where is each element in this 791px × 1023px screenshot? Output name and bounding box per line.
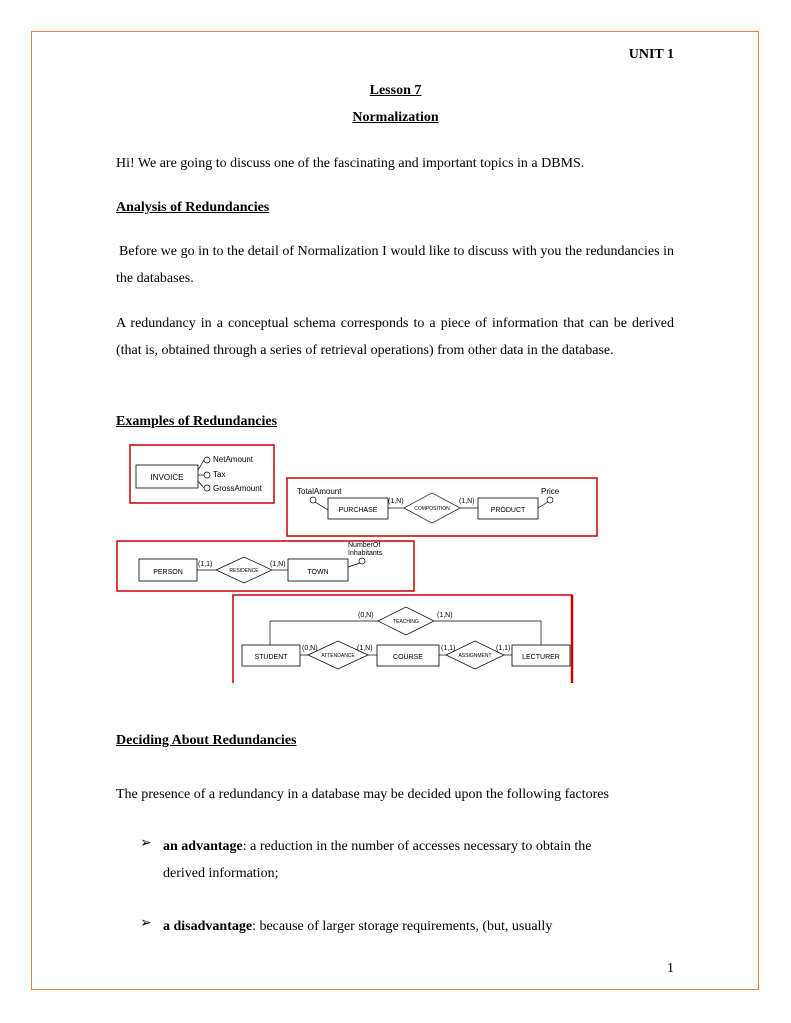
diagram-student [233, 595, 572, 683]
attr-numberof: NumberOf [348, 542, 381, 549]
bullet-advantage [163, 833, 633, 887]
bullet-description: : because of larger storage requirements, (but, usually [252, 919, 553, 934]
rel-attendance-label: ATTENDANCE [321, 653, 355, 659]
diagram-person [117, 541, 414, 591]
card-assignment-left: (1,1) [441, 645, 456, 652]
diagram-purchase [287, 478, 597, 536]
bullet-description: : a reduction in the number of accesses necessary to obtain the derived information; [163, 839, 592, 881]
paragraph-deciding: The presence of a redundancy in a database may be decided upon the following factores [116, 787, 609, 802]
card-product: (1,N) [459, 498, 475, 505]
page-number: 1 [667, 961, 674, 976]
bullet-marker: ➢ [140, 836, 152, 851]
card-teaching-right: (1,N) [437, 612, 453, 619]
card-person: (1,1) [198, 561, 213, 568]
card-purchase: (1,N) [388, 498, 404, 505]
bullet-term: a disadvantage [163, 919, 253, 934]
intro-paragraph: Hi! We are going to discuss one of the fascinating and important topics in a DBMS. [116, 156, 585, 171]
attr-dot [204, 485, 210, 491]
attr-dot [204, 457, 210, 463]
diagram-student-frame [233, 595, 572, 683]
card-town: (1,N) [270, 561, 286, 568]
paragraph-analysis-2: A redundancy in a conceptual schema corresponds to a piece of information that can be derived (that is, obtained through a series of retrieval operations) from other data in the database. [116, 316, 674, 358]
entity-course-label: COURSE [393, 654, 423, 661]
entity-student-label: STUDENT [254, 654, 288, 661]
lesson-title: Lesson 7 [369, 83, 422, 98]
heading-analysis: Analysis of Redundancies [116, 200, 270, 215]
attr-grossamount: GrossAmount [213, 484, 262, 493]
bullet-disadvantage [163, 913, 633, 940]
rel-teaching-label: TEACHING [393, 619, 419, 625]
heading-deciding: Deciding About Redundancies [116, 733, 297, 748]
diagram-invoice [130, 445, 274, 503]
attr-tax: Tax [213, 470, 226, 479]
attr-dot [204, 472, 210, 478]
entity-person-label: PERSON [153, 569, 183, 576]
bullet-marker: ➢ [140, 916, 152, 931]
attr-netamount: NetAmount [213, 455, 254, 464]
card-teaching-left: (0,N) [358, 612, 374, 619]
card-attendance-left: (0,N) [302, 645, 318, 652]
attr-inhabitants: Inhabitants [348, 550, 383, 557]
entity-invoice-label: INVOICE [150, 473, 184, 482]
entity-purchase-label: PURCHASE [338, 507, 378, 514]
rel-assignment-label: ASSIGNMENT [458, 653, 492, 659]
card-attendance-right: (1,N) [357, 645, 373, 652]
attr-price: Price [541, 487, 560, 496]
entity-town-label: TOWN [307, 569, 329, 576]
rel-composition-label: COMPOSITION [414, 506, 450, 512]
card-assignment-right: (1,1) [496, 645, 511, 652]
attr-totalamount: TotalAmount [297, 487, 342, 496]
entity-product-label: PRODUCT [490, 507, 526, 514]
unit-label: UNIT 1 [628, 47, 674, 62]
heading-examples: Examples of Redundancies [116, 414, 278, 429]
paragraph-analysis-1: Before we go in to the detail of Normalization I would like to discuss with you the redundancies in the databases. [116, 244, 674, 286]
topic-title: Normalization [352, 110, 439, 125]
entity-lecturer-label: LECTURER [522, 654, 560, 661]
rel-residence-label: RESIDENCE [229, 568, 259, 574]
bullet-term: an advantage [163, 839, 243, 854]
